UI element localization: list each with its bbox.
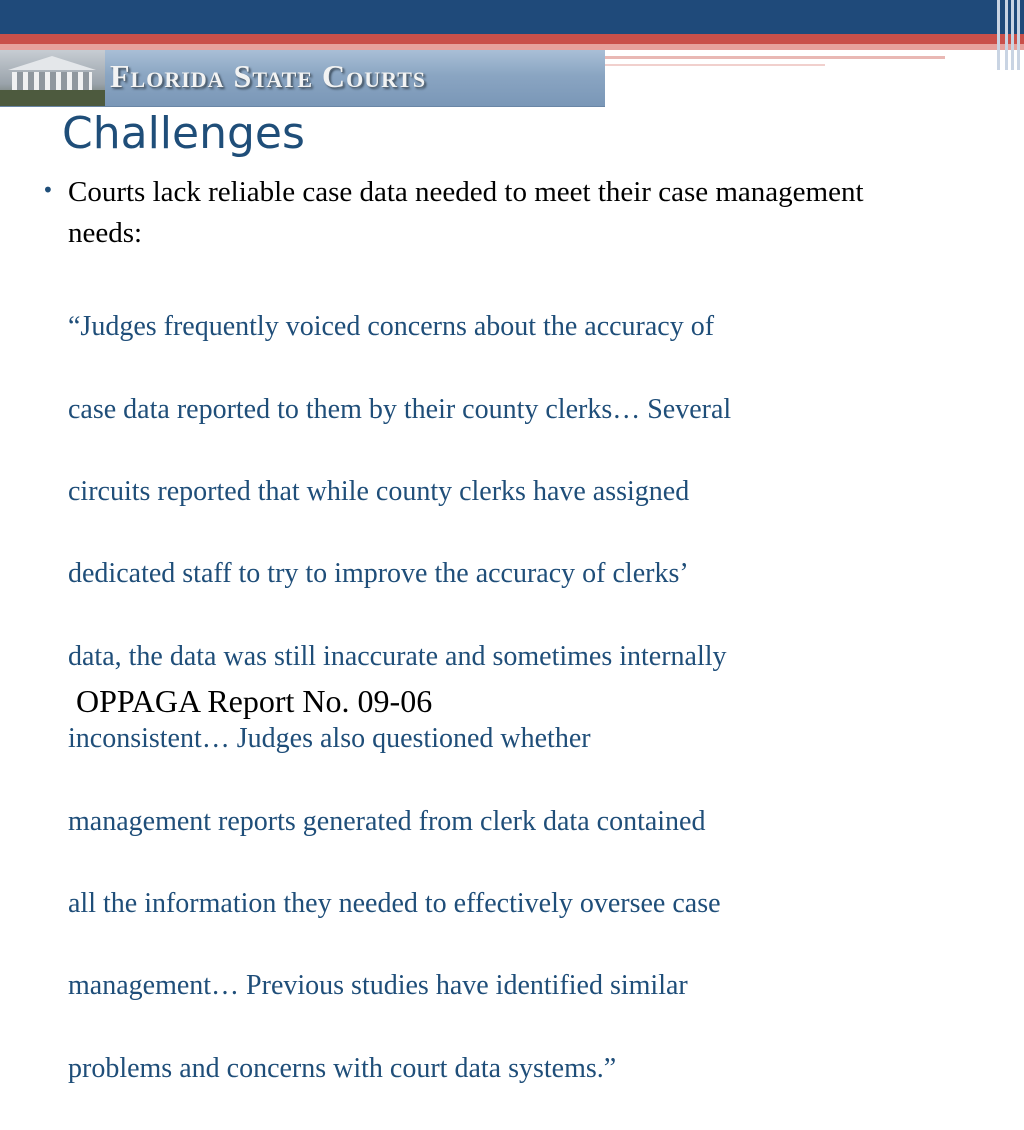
- logo-text: Florida State Courts: [110, 58, 427, 94]
- quote-line: management… Previous studies have identified similar: [68, 970, 688, 1002]
- quote-line: circuits reported that while county clerks have assigned: [68, 476, 690, 508]
- quote-line: case data reported to them by their county clerks… Several: [68, 393, 732, 425]
- quote-line: inconsistent… Judges also questioned whether: [68, 723, 591, 755]
- header-stripes: [990, 0, 1024, 70]
- source-citation: OPPAGA Report No. 09-06: [76, 683, 433, 719]
- header-accent-line-2: [605, 64, 825, 66]
- quote-line: all the information they needed to effectively oversee case: [68, 888, 721, 920]
- slide-title: Challenges: [62, 108, 305, 159]
- florida-state-courts-logo: [0, 50, 605, 107]
- header-band-red: [0, 34, 1024, 44]
- quote-line: dedicated staff to try to improve the accuracy of clerks’: [68, 558, 689, 590]
- bullet-dot-icon: •: [42, 178, 54, 202]
- quote-line: management reports generated from clerk data contained: [68, 805, 706, 837]
- quote-line: data, the data was still inaccurate and sometimes internally: [68, 640, 727, 672]
- quote-line: problems and concerns with court data systems.”: [68, 1052, 617, 1084]
- header-band-blue: [0, 0, 1024, 34]
- quote-line: “Judges frequently voiced concerns about the accuracy of: [68, 311, 715, 343]
- courthouse-image: [0, 50, 105, 106]
- bullet-text: Courts lack reliable case data needed to meet their case management needs:: [68, 176, 864, 249]
- header-accent-line: [605, 56, 945, 59]
